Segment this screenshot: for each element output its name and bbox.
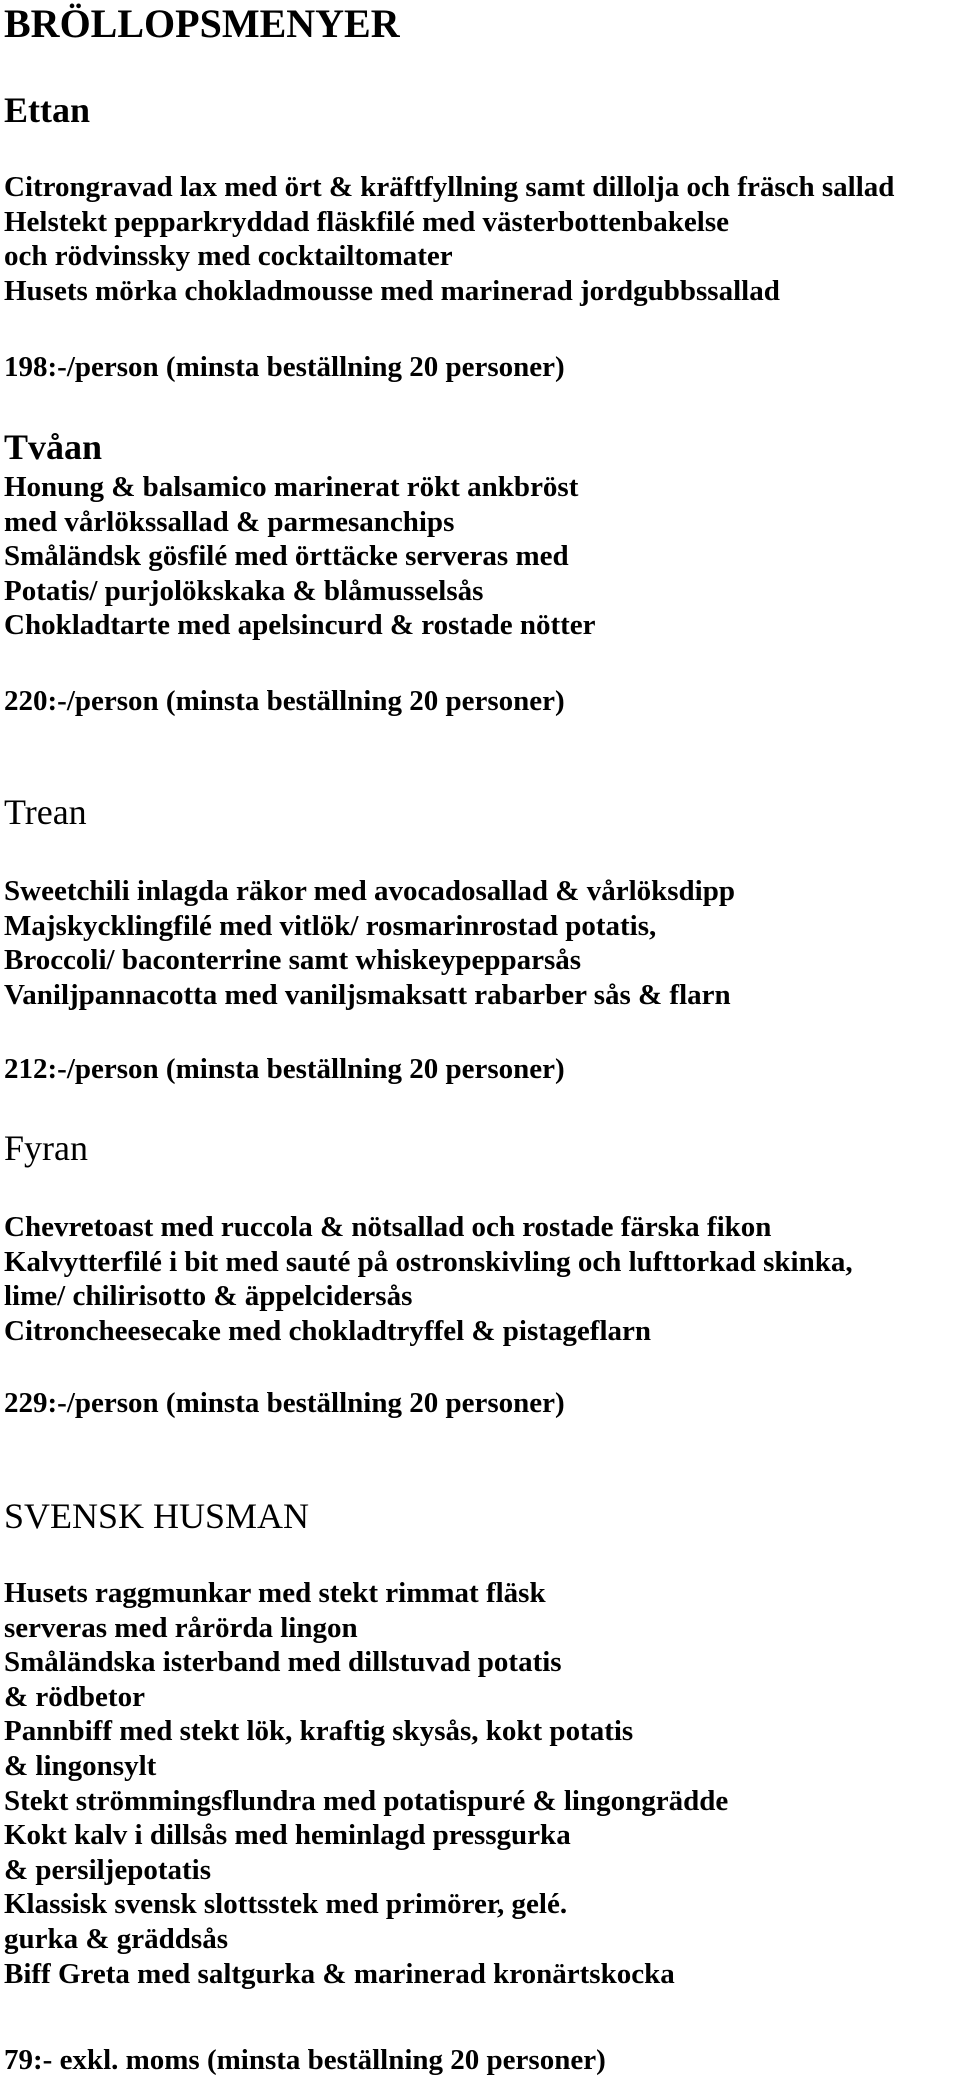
menu-item: Pannbiff med stekt lök, kraftig skysås, kokt potatis bbox=[4, 1715, 634, 1748]
menu-items-tvaan bbox=[4, 470, 596, 643]
menu-item: Broccoli/ baconterrine samt whiskeypepparsås bbox=[4, 944, 582, 977]
menu-item: serveras med rårörda lingon bbox=[4, 1611, 358, 1644]
menu-heading-fyran: Fyran bbox=[4, 1128, 88, 1168]
menu-item: Citroncheesecake med chokladtryffel & pistageflarn bbox=[4, 1314, 652, 1347]
menu-price-ettan: 198:-/person (minsta beställning 20 personer) bbox=[4, 351, 565, 383]
menu-price-fyran: 229:-/person (minsta beställning 20 personer) bbox=[4, 1387, 565, 1419]
menu-item: Chokladtarte med apelsincurd & rostade nötter bbox=[4, 609, 596, 642]
menu-item: Honung & balsamico marinerat rökt ankbröst bbox=[4, 471, 579, 503]
menu-item: Sweetchili inlagda räkor med avocadosallad & vårlöksdipp bbox=[4, 875, 735, 907]
menu-item: Majskycklingfilé med vitlök/ rosmarinrostad potatis, bbox=[4, 909, 657, 942]
menu-item: Chevretoast med ruccola & nötsallad och rostade färska fikon bbox=[4, 1211, 772, 1243]
menu-item: & lingonsylt bbox=[4, 1749, 157, 1782]
menu-item: Husets mörka chokladmousse med marinerad jordgubbssallad bbox=[4, 274, 780, 307]
menu-item: med vårlökssallad & parmesanchips bbox=[4, 505, 455, 538]
menu-item: Husets raggmunkar med stekt rimmat fläsk bbox=[4, 1577, 546, 1609]
menu-heading-tvaan: Tvåan bbox=[4, 427, 103, 467]
menu-item: & rödbetor bbox=[4, 1680, 145, 1713]
husman-price: 79:- exkl. moms (minsta beställning 20 personer) bbox=[4, 2044, 606, 2076]
menu-item: Kokt kalv i dillsås med heminlagd pressgurka bbox=[4, 1819, 571, 1852]
husman-items bbox=[4, 1576, 728, 1991]
menu-price-trean: 212:-/person (minsta beställning 20 personer) bbox=[4, 1053, 565, 1085]
page-title: BRÖLLOPSMENYER bbox=[4, 1, 400, 46]
menu-item: Helstekt pepparkryddad fläskfilé med västerbottenbakelse bbox=[4, 205, 729, 238]
menu-items-trean bbox=[4, 874, 735, 1012]
menu-item: Biff Greta med saltgurka & marinerad kronärtskocka bbox=[4, 1957, 675, 1990]
menu-heading-ettan: Ettan bbox=[4, 90, 91, 130]
menu-item: Stekt strömmingsflundra med potatispuré & lingongrädde bbox=[4, 1784, 729, 1817]
menu-price-tvaan: 220:-/person (minsta beställning 20 personer) bbox=[4, 685, 565, 717]
menu-item: Småländsk gösfilé med örttäcke serveras med bbox=[4, 540, 569, 573]
menu-item: gurka & gräddsås bbox=[4, 1922, 228, 1955]
menu-item: Småländska isterband med dillstuvad potatis bbox=[4, 1646, 562, 1679]
menu-item: och rödvinssky med cocktailtomater bbox=[4, 240, 453, 273]
menu-item: lime/ chilirisotto & äppelcidersås bbox=[4, 1280, 413, 1313]
menu-heading-trean: Trean bbox=[4, 792, 87, 832]
menu-item: Vaniljpannacotta med vaniljsmaksatt rabarber sås & flarn bbox=[4, 978, 731, 1011]
menu-item: & persiljepotatis bbox=[4, 1853, 211, 1886]
menu-item: Citrongravad lax med ört & kräftfyllning samt dillolja och fräsch sallad bbox=[4, 171, 895, 203]
menu-item: Klassisk svensk slottsstek med primörer, gelé. bbox=[4, 1888, 568, 1921]
husman-heading: SVENSK HUSMAN bbox=[4, 1496, 310, 1536]
menu-items-fyran bbox=[4, 1210, 853, 1348]
menu-items-ettan bbox=[4, 170, 894, 308]
menu-item: Potatis/ purjolökskaka & blåmusselsås bbox=[4, 574, 484, 607]
menu-item: Kalvytterfilé i bit med sauté på ostronskivling och lufttorkad skinka, bbox=[4, 1245, 853, 1278]
